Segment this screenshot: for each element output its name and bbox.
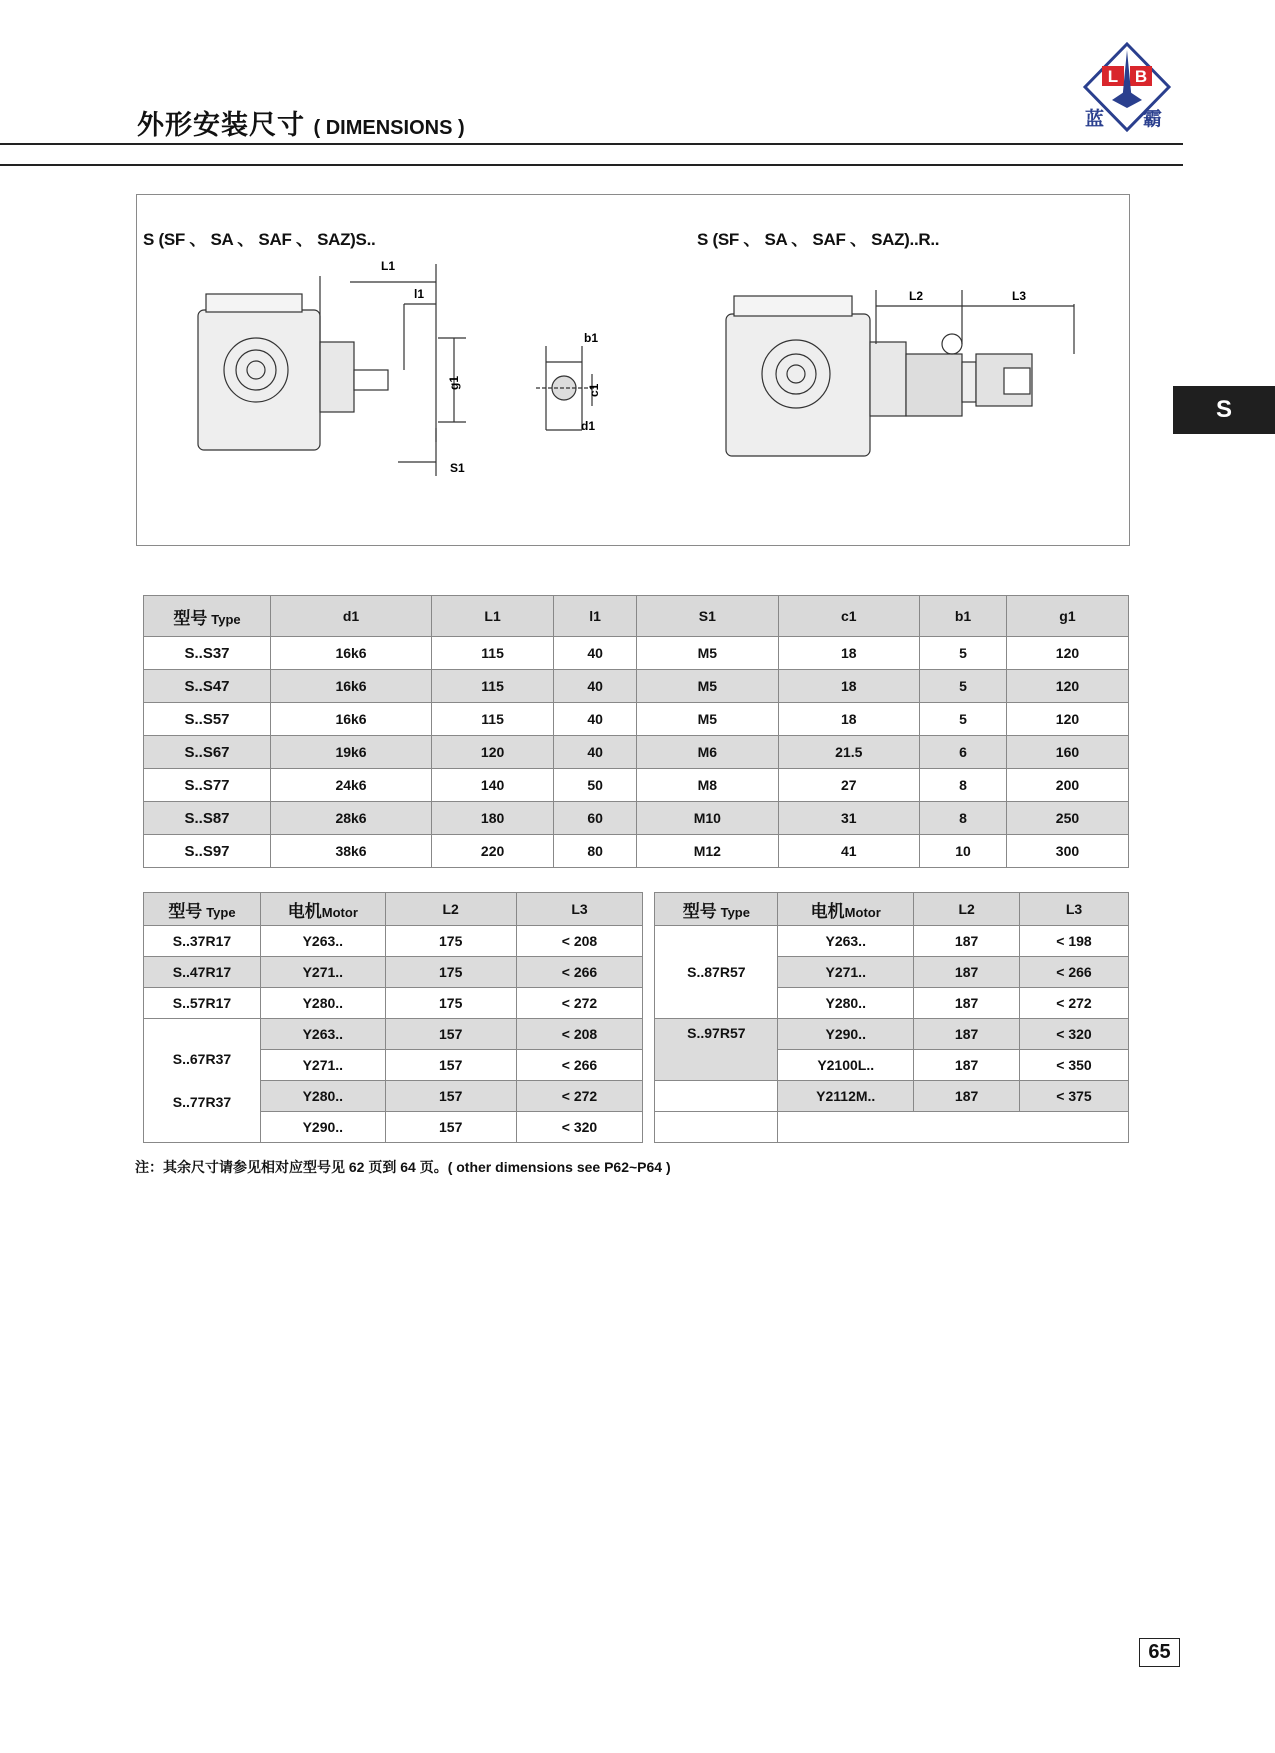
t2-l-type: S..57R17 (144, 988, 261, 1019)
page-number: 65 (1139, 1638, 1180, 1667)
t2-r-type-87: S..87R57 (655, 926, 778, 1019)
t2-r-L2: 187 (914, 988, 1020, 1019)
t2-l-motor: Y280.. (260, 1081, 385, 1112)
t1-cell-type: S..S47 (144, 670, 271, 703)
t1-cell-g1: 120 (1006, 670, 1128, 703)
t1-row (144, 670, 1129, 703)
t1-cell-d1: 16k6 (271, 670, 432, 703)
t1-cell-c1: 21.5 (778, 736, 920, 769)
right-drawing-caption: S (SF 、 SA 、 SAF 、 SAZ)..R.. (697, 230, 940, 249)
t1-header-type: 型号 Type (144, 596, 271, 637)
t2-l-type-77: S..77R37 (172, 1093, 232, 1110)
header-rule-top (0, 143, 1183, 145)
t1-cell-S1: M6 (637, 736, 778, 769)
t1-header-S1: S1 (637, 596, 778, 637)
t2-r-L3: < 272 (1020, 988, 1129, 1019)
t1-cell-g1: 160 (1006, 736, 1128, 769)
logo-cn-right: 霸 (1143, 109, 1163, 130)
t1-row (144, 802, 1129, 835)
right-gearmotor-drawing (726, 290, 1074, 456)
right-dimension-labels (909, 289, 1026, 303)
t2-l-L3: < 272 (516, 1081, 643, 1112)
t1-cell-l1: 40 (554, 703, 637, 736)
t2-header-L2-right: L2 (914, 893, 1020, 926)
t1-header-d1: d1 (271, 596, 432, 637)
left-dimension-labels (381, 259, 465, 475)
t1-cell-L1: 120 (432, 736, 554, 769)
t1-cell-c1: 31 (778, 802, 920, 835)
t2-r-L2: 187 (914, 1050, 1020, 1081)
t2-l-motor: Y271.. (260, 1050, 385, 1081)
t1-cell-S1: M8 (637, 769, 778, 802)
t2-l-L2: 175 (385, 988, 516, 1019)
page-title-en: ( DIMENSIONS ) (313, 117, 465, 139)
t1-cell-d1: 16k6 (271, 637, 432, 670)
t1-cell-l1: 50 (554, 769, 637, 802)
t1-cell-g1: 120 (1006, 637, 1128, 670)
t1-cell-c1: 18 (778, 703, 920, 736)
logo-letter-l: L (1107, 67, 1119, 86)
t1-row (144, 703, 1129, 736)
t1-cell-type: S..S67 (144, 736, 271, 769)
t2-l-L3: < 266 (516, 1050, 643, 1081)
section-tab: S (1173, 386, 1275, 434)
t1-row (144, 637, 1129, 670)
t1-header-b1: b1 (920, 596, 1007, 637)
t2-r-L2: 187 (914, 1081, 1020, 1112)
t1-cell-L1: 180 (432, 802, 554, 835)
t2-header-L2-left: L2 (385, 893, 516, 926)
t1-cell-c1: 18 (778, 670, 920, 703)
t2-r-motor: Y2100L.. (778, 1050, 914, 1081)
label-c1: c1 (587, 383, 601, 397)
dimensions-table-1 (143, 595, 1129, 868)
t1-cell-L1: 115 (432, 637, 554, 670)
t1-cell-type: S..S87 (144, 802, 271, 835)
label-S1: S1 (450, 461, 465, 475)
t1-header-L1: L1 (432, 596, 554, 637)
t1-cell-L1: 115 (432, 670, 554, 703)
t2-r-L3: < 350 (1020, 1050, 1129, 1081)
t1-cell-d1: 38k6 (271, 835, 432, 868)
t2-l-motor: Y271.. (260, 957, 385, 988)
t1-cell-l1: 40 (554, 736, 637, 769)
t2-r-motor: Y2112M.. (778, 1081, 914, 1112)
t2-l-L3: < 320 (516, 1112, 643, 1143)
t1-cell-b1: 10 (920, 835, 1007, 868)
t2-l-type-group (144, 1019, 261, 1143)
t2-r-L3: < 266 (1020, 957, 1129, 988)
t1-cell-b1: 5 (920, 670, 1007, 703)
t2-l-L2: 175 (385, 926, 516, 957)
footnote: 注：其余尺寸请参见相对应型号见 62 页到 64 页。( other dimensions see P62~P64 ) (135, 1159, 671, 1175)
t2-l-L3: < 272 (516, 988, 643, 1019)
t1-cell-L1: 140 (432, 769, 554, 802)
left-drawing-caption: S (SF 、 SA 、 SAF 、 SAZ)S.. (143, 230, 376, 249)
t1-cell-c1: 41 (778, 835, 920, 868)
t2-r-L2: 187 (914, 957, 1020, 988)
t2-l-L3: < 266 (516, 957, 643, 988)
t1-cell-l1: 40 (554, 637, 637, 670)
t2-l-motor: Y263.. (260, 926, 385, 957)
t1-cell-d1: 19k6 (271, 736, 432, 769)
t2-r-empty (655, 1081, 778, 1112)
t1-cell-b1: 8 (920, 802, 1007, 835)
t2-r-motor: Y290.. (778, 1019, 914, 1050)
t1-header-c1: c1 (778, 596, 920, 637)
t2-r-L3: < 320 (1020, 1019, 1129, 1050)
t2-r-L3: < 375 (1020, 1081, 1129, 1112)
t1-cell-type: S..S97 (144, 835, 271, 868)
t1-cell-b1: 8 (920, 769, 1007, 802)
t1-cell-d1: 16k6 (271, 703, 432, 736)
t2-l-motor: Y290.. (260, 1112, 385, 1143)
label-l1: l1 (414, 287, 425, 301)
t2-r-L3: < 198 (1020, 926, 1129, 957)
page-title (137, 103, 465, 142)
t1-cell-g1: 300 (1006, 835, 1128, 868)
t1-cell-c1: 27 (778, 769, 920, 802)
header-rule-bottom (0, 164, 1183, 166)
t1-cell-S1: M10 (637, 802, 778, 835)
t2-r-motor: Y280.. (778, 988, 914, 1019)
t1-row (144, 736, 1129, 769)
label-L3: L3 (1012, 289, 1027, 303)
t2-header-type-right: 型号 Type (655, 893, 778, 926)
t1-cell-g1: 250 (1006, 802, 1128, 835)
t2-l-L2: 175 (385, 957, 516, 988)
motor-dimensions-table (143, 892, 1129, 1143)
t2-r-empty (655, 1112, 778, 1143)
label-d1: d1 (581, 419, 596, 433)
t1-cell-g1: 120 (1006, 703, 1128, 736)
t1-cell-b1: 5 (920, 637, 1007, 670)
t2-l-L3: < 208 (516, 926, 643, 957)
t1-cell-S1: M12 (637, 835, 778, 868)
t1-cell-L1: 115 (432, 703, 554, 736)
logo-cn-left: 蓝 (1085, 109, 1105, 130)
t1-cell-d1: 28k6 (271, 802, 432, 835)
t1-cell-type: S..S37 (144, 637, 271, 670)
t1-cell-S1: M5 (637, 637, 778, 670)
t1-cell-g1: 200 (1006, 769, 1128, 802)
t2-header-type-left: 型号 Type (144, 893, 261, 926)
t1-header-g1: g1 (1006, 596, 1128, 637)
t2-l-type-67: S..67R37 (172, 1050, 232, 1067)
t2-gap (643, 893, 655, 1143)
t2-header-motor-left: 电机Motor (260, 893, 385, 926)
t1-cell-type: S..S57 (144, 703, 271, 736)
t2-r-L2: 187 (914, 1019, 1020, 1050)
t1-cell-type: S..S77 (144, 769, 271, 802)
t2-r-type-97: S..97R57 (655, 1019, 778, 1081)
t1-cell-S1: M5 (637, 703, 778, 736)
logo-letter-b: B (1134, 67, 1148, 86)
t1-cell-S1: M5 (637, 670, 778, 703)
t1-cell-d1: 24k6 (271, 769, 432, 802)
label-b1: b1 (584, 331, 599, 345)
t2-l-L2: 157 (385, 1019, 516, 1050)
t1-row (144, 835, 1129, 868)
left-gearbox-drawing (198, 264, 466, 476)
t1-cell-l1: 80 (554, 835, 637, 868)
t2-l-type: S..47R17 (144, 957, 261, 988)
t2-header-motor-right: 电机Motor (778, 893, 914, 926)
label-g1: g1 (447, 375, 461, 390)
t1-header-l1: l1 (554, 596, 637, 637)
t2-header-L3-left: L3 (516, 893, 643, 926)
t1-cell-l1: 40 (554, 670, 637, 703)
t2-r-L2: 187 (914, 926, 1020, 957)
t2-l-motor: Y263.. (260, 1019, 385, 1050)
dimension-drawings (136, 194, 1130, 546)
t1-cell-L1: 220 (432, 835, 554, 868)
page-title-cn: 外形安装尺寸 (137, 110, 305, 140)
t2-header-L3-right: L3 (1020, 893, 1129, 926)
shaft-dimension-labels (581, 331, 601, 433)
t2-l-L2: 157 (385, 1112, 516, 1143)
t2-l-type: S..37R17 (144, 926, 261, 957)
t2-r-empty (778, 1112, 1129, 1143)
label-L2: L2 (909, 289, 924, 303)
t2-r-motor: Y271.. (778, 957, 914, 988)
t2-l-L2: 157 (385, 1050, 516, 1081)
t1-cell-c1: 18 (778, 637, 920, 670)
t2-l-motor: Y280.. (260, 988, 385, 1019)
t1-row (144, 769, 1129, 802)
t2-r-motor: Y263.. (778, 926, 914, 957)
t2-l-L3: < 208 (516, 1019, 643, 1050)
label-L1: L1 (381, 259, 396, 273)
t1-cell-b1: 6 (920, 736, 1007, 769)
t2-l-L2: 157 (385, 1081, 516, 1112)
t1-cell-b1: 5 (920, 703, 1007, 736)
t1-cell-l1: 60 (554, 802, 637, 835)
